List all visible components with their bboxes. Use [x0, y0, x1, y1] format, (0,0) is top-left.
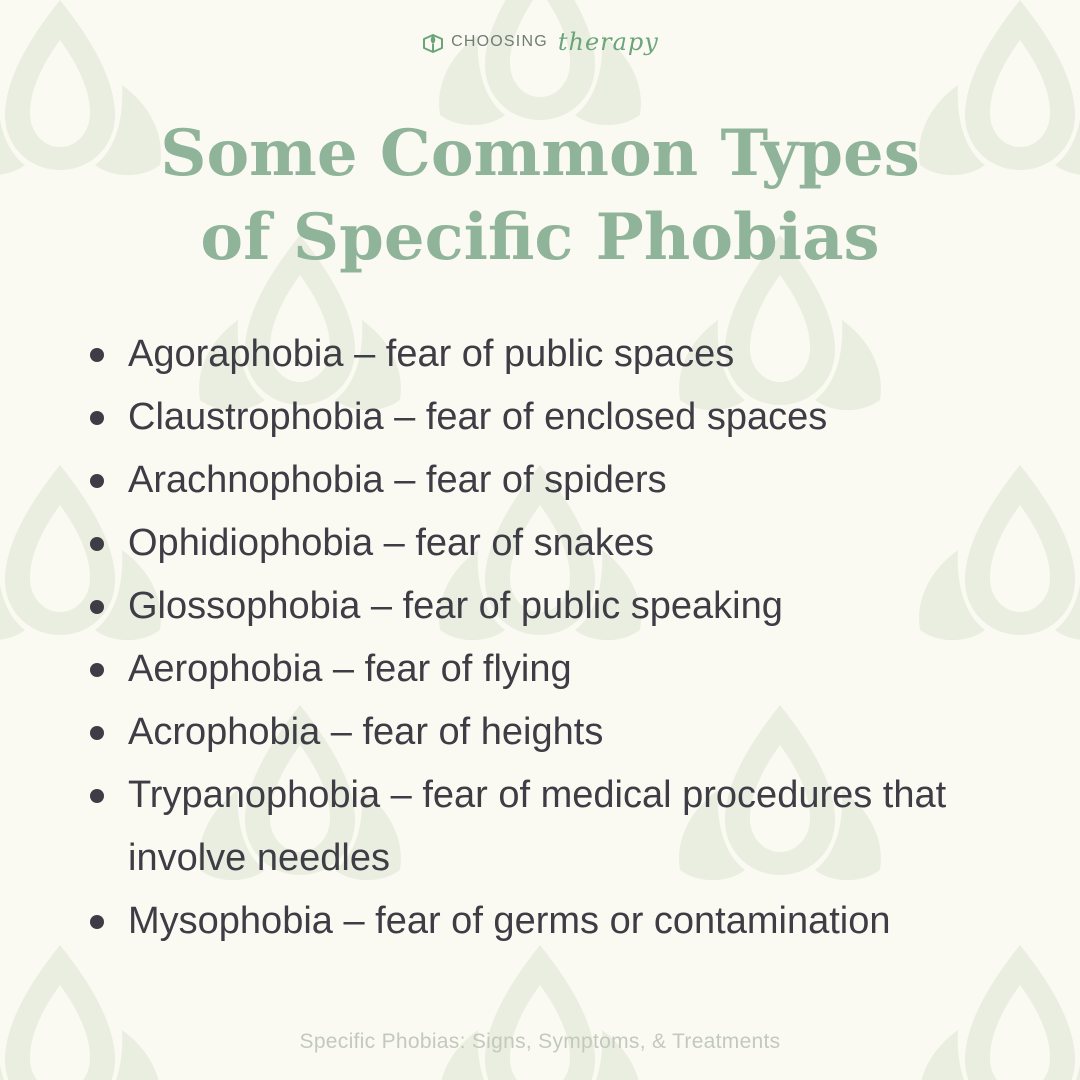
bullet-icon — [90, 663, 104, 677]
list-item — [90, 386, 1050, 449]
list-item — [90, 449, 1050, 512]
brand-name-therapy: therapy — [557, 28, 659, 56]
list-item — [90, 701, 1050, 764]
list-item — [90, 890, 1050, 953]
bullet-icon — [90, 348, 104, 362]
list-item — [90, 764, 1008, 890]
list-item-text: Ophidiophobia – fear of snakes — [128, 522, 655, 564]
source-caption: Specific Phobias: Signs, Symptoms, & Treatments — [299, 1030, 781, 1053]
brand-name-choosing: CHOOSING — [451, 33, 548, 50]
list-item-text: Mysophobia – fear of germs or contamination — [128, 900, 891, 942]
list-item-text: Agoraphobia – fear of public spaces — [128, 333, 735, 375]
list-item-text: Glossophobia – fear of public speaking — [128, 585, 783, 627]
title-line-1: Some Common Types — [160, 116, 920, 191]
leaf-box-icon — [421, 31, 445, 53]
list-item — [90, 512, 1050, 575]
list-item-text: Aerophobia – fear of flying — [128, 648, 572, 690]
list-item — [90, 575, 1050, 638]
bullet-icon — [90, 789, 104, 803]
list-item-text: Acrophobia – fear of heights — [128, 711, 604, 753]
bullet-icon — [90, 411, 104, 425]
list-item — [90, 638, 1050, 701]
bullet-icon — [90, 915, 104, 929]
phobia-list — [90, 323, 1050, 953]
bullet-icon — [90, 537, 104, 551]
list-item-text: Claustrophobia – fear of enclosed spaces — [128, 396, 828, 438]
list-item — [90, 323, 1050, 386]
brand-logo — [0, 24, 1080, 60]
title-line-2: of Specific Phobias — [200, 200, 880, 275]
list-item-text: Arachnophobia – fear of spiders — [128, 459, 667, 501]
bullet-icon — [90, 474, 104, 488]
page-title — [0, 112, 1080, 280]
list-item-text: Trypanophobia – fear of medical procedures that involve needles — [128, 774, 947, 879]
bullet-icon — [90, 726, 104, 740]
bullet-icon — [90, 600, 104, 614]
